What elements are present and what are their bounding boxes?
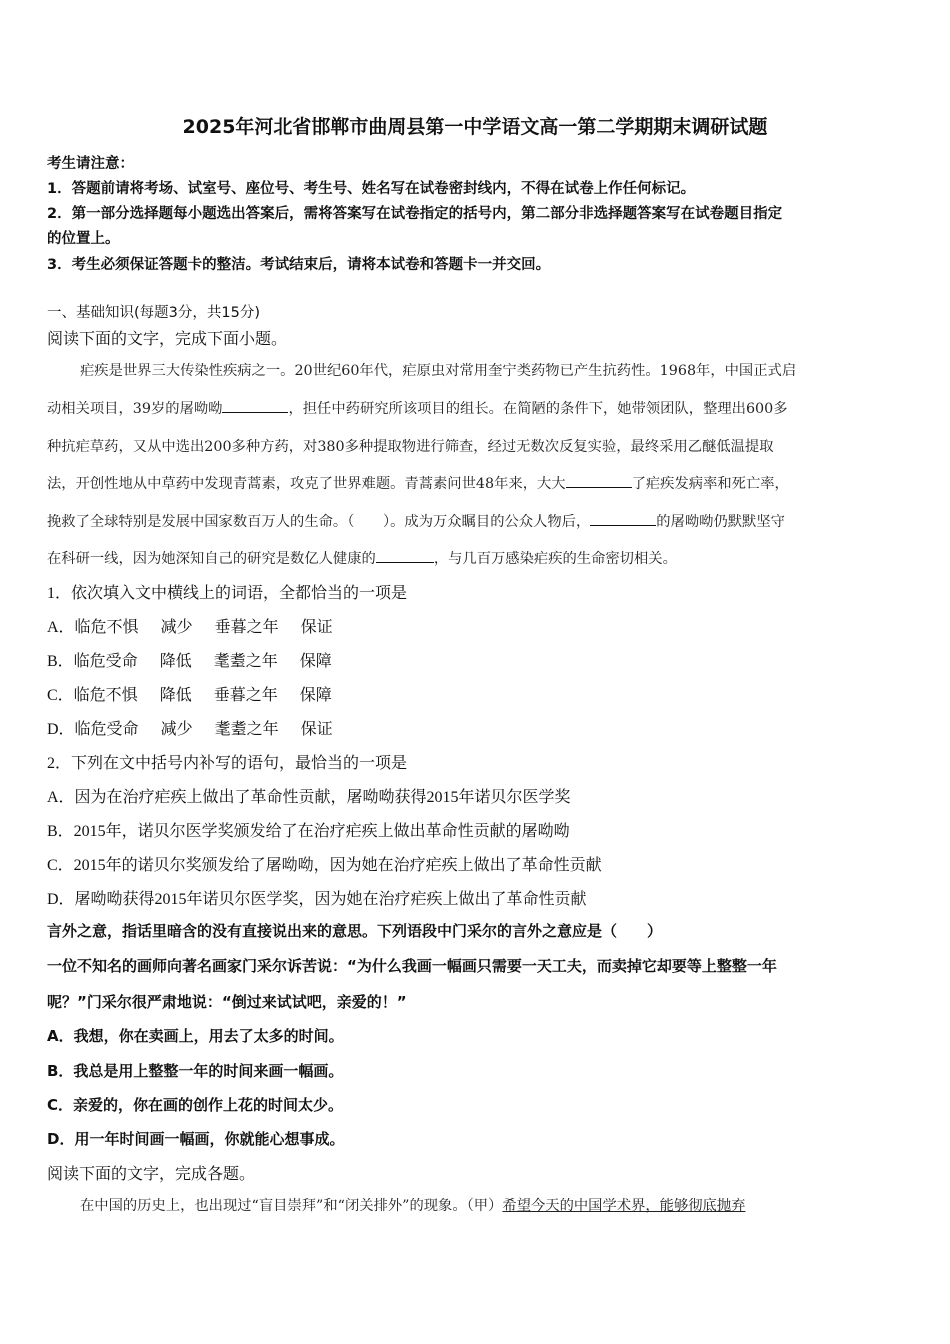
option-word: 耄耋之年	[214, 721, 279, 738]
passage-line-1: 疟疾是世界三大传染性疾病之一。20世纪60年代，疟原虫对常用奎宁类药物已产生抗药性。1968年，中国正式启	[80, 363, 797, 379]
question-3-option-c[interactable]: C．亲爱的，你在画的创作上花的时间太少。	[47, 1096, 344, 1114]
fill-blank	[590, 511, 656, 526]
passage-line-5	[47, 511, 785, 531]
passage-text: 法，开创性地从中草药中发现青蒿素，攻克了世界难题。青蒿素问世48年来，大大	[47, 476, 566, 492]
option-word: 减少	[160, 721, 193, 738]
notice-item-1: 1．答题前请将考场、试室号、座位号、考生号、姓名写在试卷密封线内，不得在试卷上作任何标记。	[47, 181, 696, 197]
option-label: D．临危受命	[47, 721, 139, 738]
underlined-sentence: 希望今天的中国学术界，能够彻底抛弃	[502, 1198, 746, 1214]
notice-item-2-cont: 的位置上。	[47, 231, 120, 247]
question-2-option-b[interactable]: B．2015年，诺贝尔医学奖颁发给了在治疗疟疾上做出革命性贡献的屠呦呦	[47, 823, 570, 840]
passage-text: ，担任中药研究所该项目的组长。在简陋的条件下，她带领团队，整理出600多	[288, 401, 788, 417]
option-word: 降低	[159, 687, 192, 704]
question-3-passage-1: 一位不知名的画师向著名画家门采尔诉苦说：“为什么我画一幅画只需要一天工夫，而卖掉它却要等上整整一年	[47, 957, 777, 975]
notice-item-3: 3．考生必须保证答题卡的整洁。考试结束后，请将本试卷和答题卡一并交回。	[47, 257, 551, 273]
option-word: 垂暮之年	[214, 619, 279, 636]
option-word: 保证	[300, 619, 333, 636]
passage-text: 在中国的历史上，也出现过“盲目崇拜”和“闭关排外”的现象。（甲）	[80, 1198, 503, 1214]
passage-line-4	[47, 473, 789, 493]
option-word: 降低	[159, 653, 192, 670]
question-3-option-b[interactable]: B．我总是用上整整一年的时间来画一幅画。	[47, 1062, 344, 1080]
question-3-stem: 言外之意，指话里暗含的没有直接说出来的意思。下列语段中门采尔的言外之意应是（ ）	[47, 922, 663, 940]
option-word: 耄耋之年	[213, 653, 278, 670]
option-word: 垂暮之年	[213, 687, 278, 704]
option-word: 保障	[299, 653, 332, 670]
question-2-option-d[interactable]: D．屠呦呦获得2015年诺贝尔医学奖，因为她在治疗疟疾上做出了革命性贡献	[47, 891, 587, 908]
question-1-option-c[interactable]	[47, 682, 332, 705]
passage-text: 的屠呦呦仍默默坚守	[656, 514, 785, 530]
question-1-stem: 1．依次填入文中横线上的词语，全都恰当的一项是	[47, 585, 408, 602]
passage-line-6	[47, 548, 677, 568]
passage-text: 在科研一线，因为她深知自己的研究是数亿人健康的	[47, 551, 376, 567]
option-label: B．临危受命	[47, 653, 138, 670]
option-label: A．临危不惧	[47, 619, 139, 636]
question-3-option-d[interactable]: D．用一年时间画一幅画，你就能心想事成。	[47, 1130, 345, 1148]
fill-blank	[376, 548, 434, 563]
passage-text: ，与几百万感染疟疾的生命密切相关。	[433, 551, 677, 567]
question-3-option-a[interactable]: A．我想，你在卖画上，用去了太多的时间。	[47, 1027, 344, 1045]
question-2-option-a[interactable]: A．因为在治疗疟疾上做出了革命性贡献，屠呦呦获得2015年诺贝尔医学奖	[47, 789, 571, 806]
section-instruction: 阅读下面的文字，完成下面小题。	[47, 331, 288, 348]
passage-text: 了疟疾发病率和死亡率，	[631, 476, 789, 492]
question-2-stem: 2．下列在文中括号内补写的语句，最恰当的一项是	[47, 755, 408, 772]
fill-blank	[566, 473, 632, 488]
section-heading: 一、基础知识(每题3分，共15分)	[47, 305, 260, 321]
fill-blank	[222, 398, 288, 413]
question-1-option-d[interactable]	[47, 716, 333, 739]
option-word: 保障	[299, 687, 332, 704]
passage-line-2	[47, 398, 788, 418]
option-word: 保证	[300, 721, 333, 738]
question-1-option-a[interactable]	[47, 614, 333, 637]
page-title: 2025年河北省邯郸市曲周县第一中学语文高一第二学期期末调研试题	[182, 116, 768, 138]
option-word: 减少	[160, 619, 193, 636]
passage-text: 挽救了全球特别是发展中国家数百万人的生命。（ ）。成为万众瞩目的公众人物后，	[47, 514, 591, 530]
question-1-option-b[interactable]	[47, 648, 332, 671]
section-2-passage-line-1	[80, 1195, 745, 1215]
section-2-instruction: 阅读下面的文字，完成各题。	[47, 1166, 256, 1183]
option-label: C．临危不惧	[47, 687, 138, 704]
passage-text: 动相关项目，39岁的屠呦呦	[47, 401, 223, 417]
question-3-passage-2: 呢？”门采尔很严肃地说：“倒过来试试吧，亲爱的！”	[47, 993, 407, 1011]
notice-heading: 考生请注意：	[47, 156, 134, 172]
notice-item-2: 2．第一部分选择题每小题选出答案后，需将答案写在试卷指定的括号内，第二部分非选择题答案写在试卷题目指定	[47, 206, 783, 222]
passage-line-3: 种抗疟草药，又从中选出200多种方药，对380多种提取物进行筛查，经过无数次反复实验，最终采用乙醚低温提取	[47, 439, 774, 455]
question-2-option-c[interactable]: C．2015年的诺贝尔奖颁发给了屠呦呦，因为她在治疗疟疾上做出了革命性贡献	[47, 857, 602, 874]
